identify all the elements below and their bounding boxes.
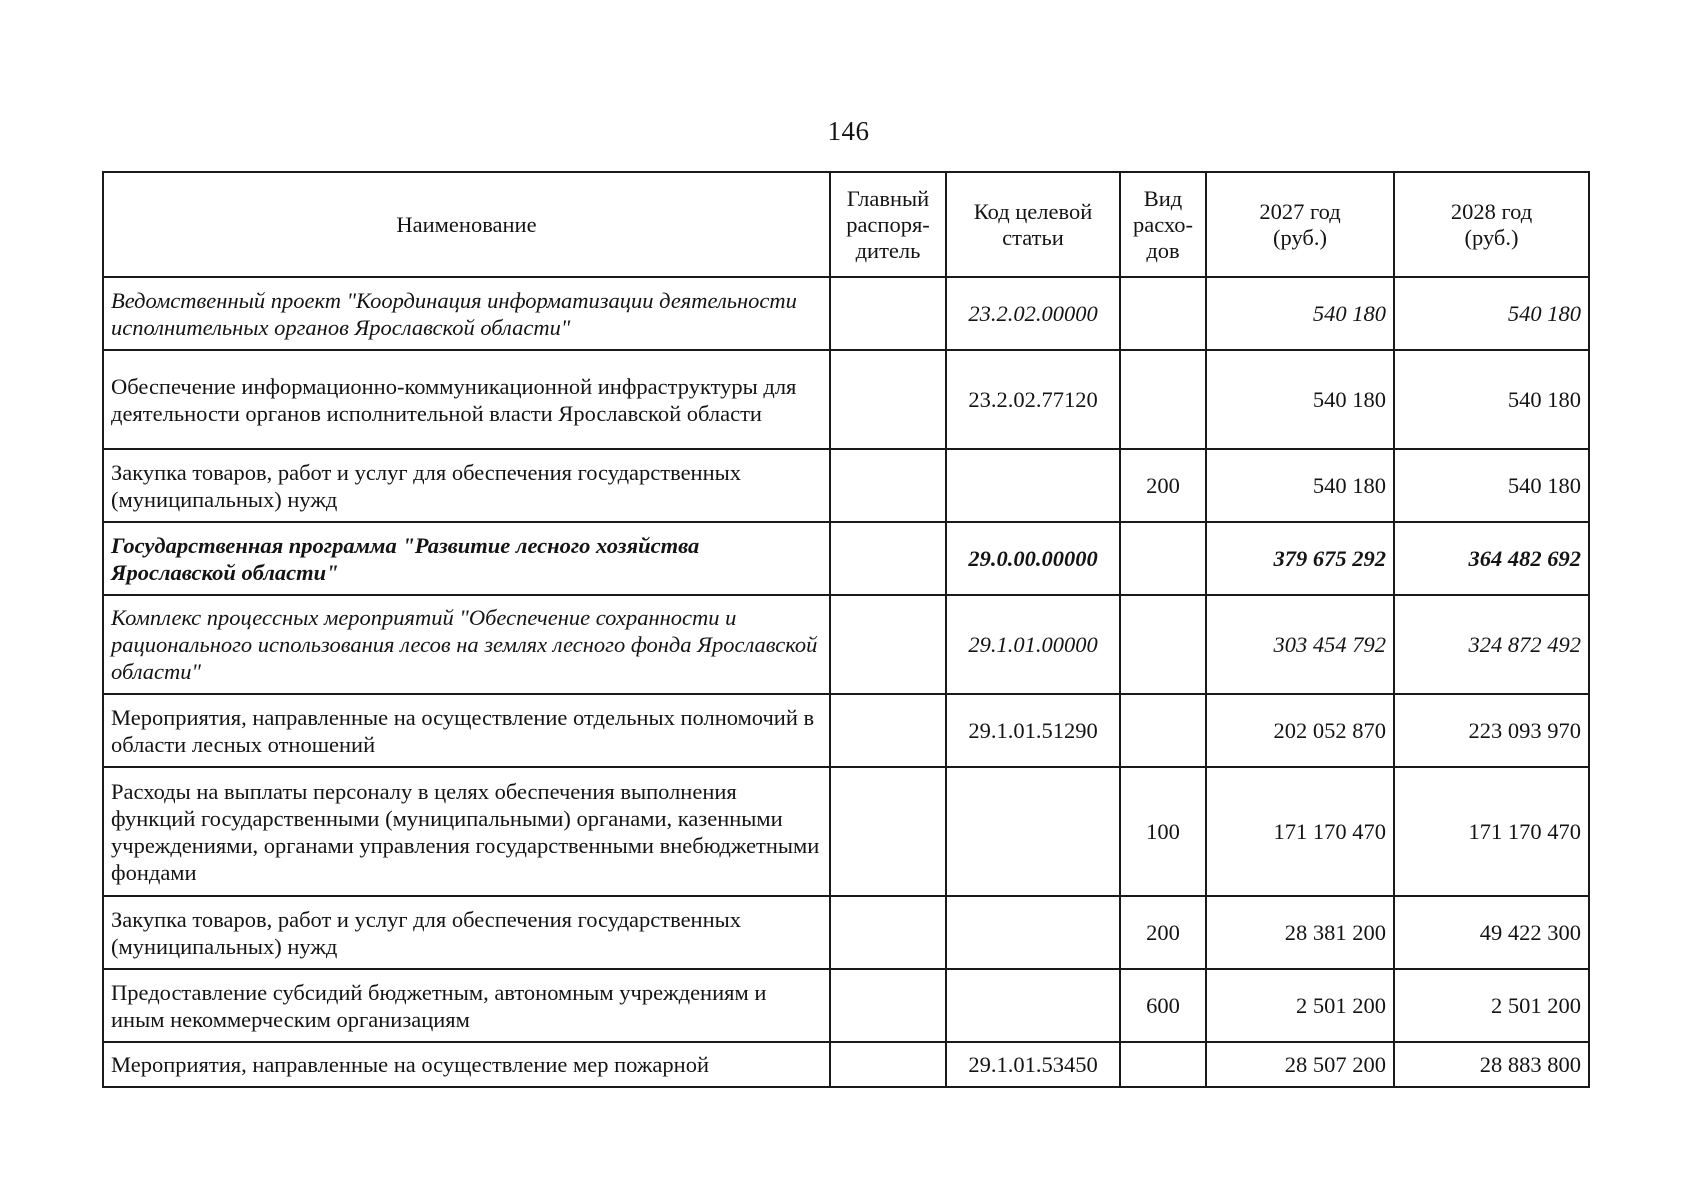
row-2028: 223 093 970 (1394, 694, 1589, 767)
row-2028: 540 180 (1394, 449, 1589, 522)
row-manager (830, 350, 946, 449)
table-row (103, 277, 1589, 350)
table-row (103, 595, 1589, 694)
table-row (103, 350, 1589, 449)
row-code: 29.1.01.51290 (946, 694, 1120, 767)
row-2027: 379 675 292 (1206, 522, 1394, 595)
row-name: Закупка товаров, работ и услуг для обеспечения государственных (муниципальных) нужд (103, 896, 830, 969)
row-name: Ведомственный проект "Координация информатизации деятельности исполнительных органов Ярославской области" (103, 277, 830, 350)
col-header-code: Код целевой статьи (946, 172, 1120, 277)
row-manager (830, 896, 946, 969)
row-manager (830, 694, 946, 767)
row-type: 200 (1120, 449, 1206, 522)
table-row (103, 1042, 1589, 1087)
table-row (103, 969, 1589, 1042)
row-manager (830, 969, 946, 1042)
row-code: 29.1.01.00000 (946, 595, 1120, 694)
row-2027: 2 501 200 (1206, 969, 1394, 1042)
row-name: Предоставление субсидий бюджетным, автономным учреждениям и иным некоммерческим организациям (103, 969, 830, 1042)
col-header-type: Вид расхо- дов (1120, 172, 1206, 277)
row-2028: 2 501 200 (1394, 969, 1589, 1042)
row-type (1120, 1042, 1206, 1087)
row-2027: 171 170 470 (1206, 767, 1394, 896)
row-2028: 49 422 300 (1394, 896, 1589, 969)
row-code (946, 896, 1120, 969)
col-header-2027: 2027 год (руб.) (1206, 172, 1394, 277)
row-2027: 540 180 (1206, 449, 1394, 522)
row-type (1120, 277, 1206, 350)
row-2028: 540 180 (1394, 350, 1589, 449)
row-2028: 364 482 692 (1394, 522, 1589, 595)
table-row (103, 694, 1589, 767)
table-row (103, 522, 1589, 595)
row-2028: 171 170 470 (1394, 767, 1589, 896)
row-type (1120, 694, 1206, 767)
col-header-name: Наименование (103, 172, 830, 277)
row-type: 100 (1120, 767, 1206, 896)
row-name: Закупка товаров, работ и услуг для обеспечения государственных (муниципальных) нужд (103, 449, 830, 522)
row-2027: 540 180 (1206, 277, 1394, 350)
row-manager (830, 767, 946, 896)
row-code (946, 449, 1120, 522)
col-header-manager: Главный распоря- дитель (830, 172, 946, 277)
row-2028: 324 872 492 (1394, 595, 1589, 694)
row-name: Комплекс процессных мероприятий "Обеспечение сохранности и рационального использования лесов на землях лесного фонда Ярославской области" (103, 595, 830, 694)
table-header-row (103, 172, 1589, 277)
row-manager (830, 595, 946, 694)
row-code: 29.1.01.53450 (946, 1042, 1120, 1087)
row-2027: 303 454 792 (1206, 595, 1394, 694)
row-code (946, 969, 1120, 1042)
budget-table (102, 171, 1590, 1088)
row-code: 23.2.02.00000 (946, 277, 1120, 350)
row-code: 29.0.00.00000 (946, 522, 1120, 595)
row-manager (830, 1042, 946, 1087)
row-2027: 28 507 200 (1206, 1042, 1394, 1087)
col-header-2028: 2028 год (руб.) (1394, 172, 1589, 277)
row-name: Обеспечение информационно-коммуникационной инфраструктуры для деятельности органов исполнительной власти Ярославской области (103, 350, 830, 449)
row-type: 200 (1120, 896, 1206, 969)
row-2027: 28 381 200 (1206, 896, 1394, 969)
row-type (1120, 595, 1206, 694)
row-2028: 28 883 800 (1394, 1042, 1589, 1087)
row-type (1120, 350, 1206, 449)
row-2027: 202 052 870 (1206, 694, 1394, 767)
page-number: 146 (827, 116, 870, 146)
table-row (103, 896, 1589, 969)
table-row (103, 767, 1589, 896)
row-name: Расходы на выплаты персоналу в целях обеспечения выполнения функций государственными (муниципальными) органами, казенными учреждениями, органами управления государственными внебюджетными фондами (103, 767, 830, 896)
row-manager (830, 522, 946, 595)
row-2027: 540 180 (1206, 350, 1394, 449)
row-manager (830, 449, 946, 522)
row-name: Мероприятия, направленные на осуществление отдельных полномочий в области лесных отношений (103, 694, 830, 767)
row-manager (830, 277, 946, 350)
row-name: Государственная программа "Развитие лесного хозяйства Ярославской области" (103, 522, 830, 595)
row-2028: 540 180 (1394, 277, 1589, 350)
row-code (946, 767, 1120, 896)
row-type: 600 (1120, 969, 1206, 1042)
row-name: Мероприятия, направленные на осуществление мер пожарной (103, 1042, 830, 1087)
row-code: 23.2.02.77120 (946, 350, 1120, 449)
table-row (103, 449, 1589, 522)
row-type (1120, 522, 1206, 595)
